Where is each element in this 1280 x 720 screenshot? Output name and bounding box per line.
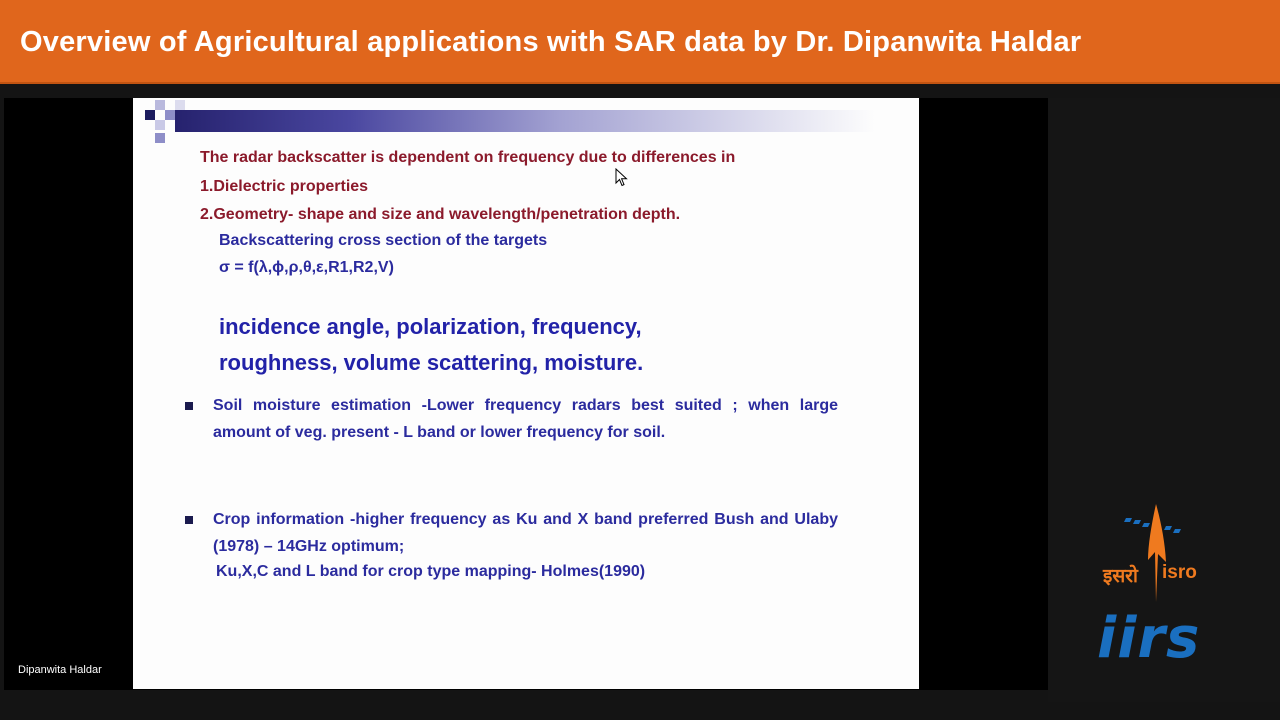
- slide-formula: σ = f(λ,ϕ,ρ,θ,ε,R1,R2,V): [219, 259, 394, 276]
- banner-title: Overview of Agricultural applications with SAR data by Dr. Dipanwita Haldar: [20, 26, 1082, 58]
- bullet-marker: [185, 402, 193, 410]
- bullet-soil-moisture: Soil moisture estimation -Lower frequency radars best suited ; when large amount of veg. present - L band or lower frequency for soil.: [213, 397, 838, 441]
- presenter-name-label: Dipanwita Haldar: [18, 664, 102, 676]
- presentation-slide: [133, 98, 919, 689]
- slide-subheading: Backscattering cross section of the targets: [219, 232, 548, 249]
- bullet-marker: [185, 516, 193, 524]
- isro-rocket-icon: [1122, 502, 1192, 604]
- isro-latin-text: isro: [1162, 562, 1197, 583]
- slide-point-geometry: 2.Geometry- shape and size and wavelength/penetration depth.: [200, 206, 681, 223]
- isro-hindi-text: इसरो: [1103, 566, 1138, 587]
- slide-header-bar: [175, 110, 875, 132]
- iirs-logo: iirs: [1097, 606, 1201, 671]
- bullet-crop-mapping: Ku,X,C and L band for crop type mapping- Holmes(1990): [216, 563, 646, 580]
- bullet-crop-information: Crop information -higher frequency as Ku and X band preferred Bush and Ulaby (1978) – 14GHz optimum;: [213, 511, 838, 555]
- mouse-cursor-icon: [615, 168, 629, 188]
- slide-emphasis-line-1: incidence angle, polarization, frequency,: [219, 314, 642, 339]
- slide-emphasis-line-2: roughness, volume scattering, moisture.: [219, 350, 644, 375]
- title-banner: [0, 0, 1280, 84]
- slide-intro-line: The radar backscatter is dependent on frequency due to differences in: [200, 149, 736, 166]
- slide-point-dielectric: 1.Dielectric properties: [200, 178, 369, 195]
